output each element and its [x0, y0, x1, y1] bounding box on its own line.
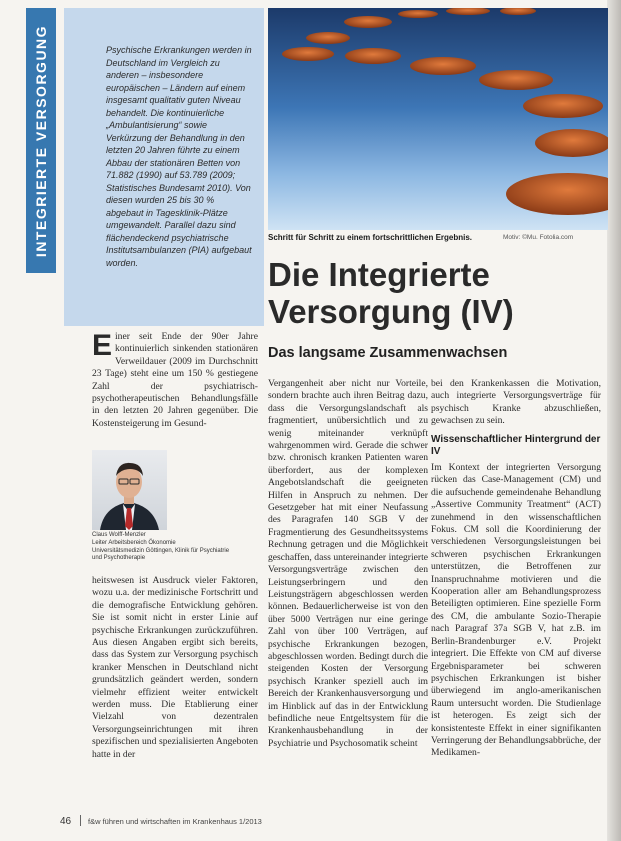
- article-subtitle: Das langsame Zusammenwachsen: [268, 345, 508, 361]
- intro-text: Psychische Erkrankungen werden in Deutschland im Vergleich zu anderen – insbesondere europäischen – Ländern auf einem insgesamt qualitativ guten Niveau behandelt. Die kontinuierliche „Ambulantisierung“ sowie Verkürzung der Behandlung in den letzten 20 Jahren führte zu einem Abbau der stationären Betten von 71.882 (1990) auf 53.789 (2009; Statistisches Bundesamt 2010). Von diesen wurden 25 bis 30 % abgebaut in Tagesklinik-Plätze umgewandelt. Parallel dazu sind flächendeckend psychiatrische Institutsambulanzen (PIA) aufgebaut worden.: [106, 45, 252, 268]
- photo-caption: Schritt für Schritt zu einem fortschrittlichen Ergebnis.: [268, 233, 473, 242]
- section-sidebar-label-wrap: [26, 8, 56, 273]
- body-column-2: Vergangenheit aber nicht nur Vorteile, sondern brachte auch ihren Beitrag dazu, dass die Versorgungslandschaft als fragmentiert, unübersichtlich und zu wenig miteinander verknüpft wahrgenommen wird. Gerade die schwer bzw. chronisch kranken Patienten waren überfordert, aus der komplexen Angebotslandschaft die geeigneten Hilfen in Anspruch zu nehmen. Der Gesetzgeber hat mit einer Neufassung des Paragrafen 140 SGB V der Fragmentierung des Gesundheitssystems Rechnung getragen und die Möglichkeit geschaffen, dass untereinander integrierte Versorgungsverträge zwischen den Leistungserbringern und den Leistungsträgern abgeschlossen werden können. Bedauerlicherweise ist von den über 5000 Verträgen nur eine geringe Zahl von über 100 Verträgen, auf psychische Erkrankungen bezogen, abgeschlossen worden. Bedingt durch die steigenden Kosten der Versorgung psychisch Kranker speziell auch im Bereich der Krankenhausversorgung und im Hinblick auf das in der Entwicklung befindliche neue Entgeltsystem für die Krankenhausbehandlung in der Psychiatrie und Psychosomatik scheint: [268, 378, 428, 749]
- page-number: 46: [60, 816, 72, 827]
- hero-photo: [268, 8, 608, 230]
- author-caption: [92, 532, 258, 563]
- body-column-1-bottom: heitswesen ist Ausdruck vieler Faktoren, wozu u.a. der medizinische Fortschritt und die demografische Entwicklung gehören. Sie ist somit nicht in erster Linie auf psychische Erkrankungen zurückzuführen. Aus diesen Angaben ergibt sich bereits, dass das System zur Versorgung psychisch kranker Menschen in Deutschland nicht grundsätzlich geändert werden, sondern vielmehr effizient weiter entwickelt werden muss. Die Etablierung einer Vielzahl von dezentralen Versorgungseinrichtungen mit ihren spezifischen und spezialisierten Angeboten hatte in der: [92, 575, 258, 760]
- photo-credit: Motiv: ©Mu. Fotolia.com: [503, 234, 574, 241]
- author-affiliation-2: und Psychotherapie: [92, 555, 146, 562]
- author-affiliation: Universitätsmedizin Göttingen, Klinik für Psychiatrie: [92, 547, 230, 554]
- author-portrait: [92, 450, 167, 530]
- drop-cap: E: [92, 329, 113, 362]
- article-title-line-1: Die Integrierte: [268, 256, 490, 293]
- publication-name: f&w führen und wirtschaften im Krankenhaus 1/2013: [88, 817, 262, 826]
- article-title: [268, 256, 608, 330]
- stepping-stones-illustration: [268, 8, 608, 230]
- footer-divider: [80, 815, 81, 826]
- author-name: Claus Wolff-Menzler: [92, 532, 146, 538]
- page-gutter-shadow: [607, 0, 621, 841]
- article-title-line-2: Versorgung (IV): [268, 293, 514, 330]
- body-column-3-body: Im Kontext der integrierten Versorgung rücken das Case-Management (CM) und die aufsuchende gemeindenahe Behandlung „Assertive Community Treatment“ (ACT) zunehmend in den wissenschaftlichen Fokus. CM soll die Koordinierung der verschiedenen Versorgungsleistungen bei schweren psychischen Erkrankungen unterstützen, die Betroffenen zur Inanspruchnahme motivieren und die Kooperation aller am Behandlungsprozess Beteiligten optimieren. Eine spezielle Form des CM, die ambulante Sozio-Therapie nach Paragraf 37a SGB V, hat z.B. im Berlin-Brandenburger e.V. Projekt integriert. Die Effekte von CM auf diverse Ergebnisparameter bei schweren psychischen Erkrankungen ist bisher überwiegend im anglo-amerikanischen Raum untersucht worden. Die Studienlage ist heterogen. Es zeigt sich der konsistenteste Effekt in einer signifikanten Verringerung der Behandlungsabbrüche, der Medikamen-: [431, 462, 601, 759]
- section-sidebar-label: INTEGRIERTE VERSORGUNG: [33, 24, 50, 257]
- body-column-3-top: bei den Krankenkassen die Motivation, auch integrierte Versorgungsverträge für psychisch Kranke abzuschließen, gewachsen zu sein.: [431, 378, 601, 427]
- section-heading: Wissenschaftlicher Hintergrund der IV: [431, 434, 601, 457]
- body-column-1-top: [92, 331, 258, 430]
- intro-box: [64, 8, 264, 326]
- body-column-1-top-text: iner seit Ende der 90er Jahre kontinuierlich sinkenden stationären Verweildauer (2009 im Durchschnitt 23 Tage) steht eine um 150 % gestiegene Zahl der psychiatrisch-psychotherapeutischen Behandlungsfälle in den letzten 20 Jahren gegenüber. Die Kostensteigerung im Gesund-: [92, 331, 258, 429]
- author-role: Leiter Arbeitsbereich Ökonomie: [92, 539, 176, 546]
- author-photo: [92, 450, 167, 530]
